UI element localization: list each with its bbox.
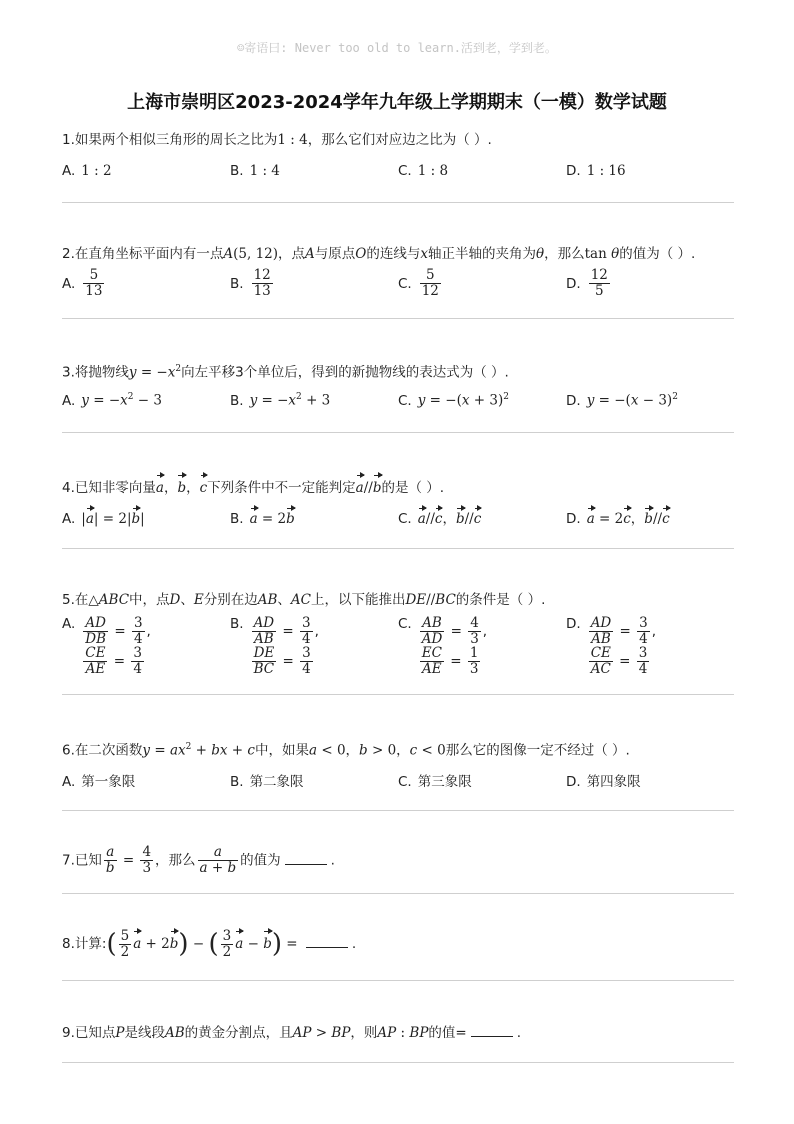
question-8	[62, 928, 734, 960]
divider	[62, 318, 734, 319]
option-d[interactable]: D. 第四象限	[566, 774, 641, 790]
question-5	[62, 590, 734, 610]
question-stem: 1.如果两个相似三角形的周长之比为1 : 4，那么它们对应边之比为（ ）.	[62, 132, 492, 148]
question-stem: 2.在直角坐标平面内有一点A(5, 12)，点A与原点O的连线与x轴正半轴的夹角为θ，那么tan θ的值为（ ）.	[62, 246, 696, 262]
option-a[interactable]: A. $y = -x^2 - 3$	[62, 392, 162, 409]
question-stem: 6.在二次函数$y = ax^2$ + bx + c中，如果a < 0，b > 0，c < 0那么它的图像一定不经过（ ）.	[62, 742, 630, 759]
answer-blank[interactable]	[471, 1036, 513, 1037]
divider	[62, 893, 734, 894]
option-a[interactable]: A. 第一象限	[62, 774, 136, 790]
question-6	[62, 737, 734, 761]
option-d[interactable]: D. $y = -(x - 3)^2$	[566, 392, 678, 409]
option-a[interactable]: A. 1 : 2	[62, 163, 112, 179]
divider	[62, 202, 734, 203]
divider	[62, 810, 734, 811]
option-b[interactable]: B. 第二象限	[230, 774, 304, 790]
question-stem: 5.在△ABC中，点D、E分别在边AB、AC上，以下能推出DE//BC的条件是（ ）.	[62, 592, 546, 608]
option-c[interactable]: C. $\frac{5}{12}$	[398, 267, 439, 299]
answer-blank[interactable]	[285, 864, 327, 865]
option-b[interactable]: B. 1 : 4	[230, 163, 280, 179]
option-b[interactable]: B. a = 2b	[230, 505, 295, 527]
question-2	[62, 244, 734, 264]
option-c[interactable]: C. 第三象限	[398, 774, 472, 790]
question-stem: 4.已知非零向量a，b，c下列条件中不一定能判定a//b的是（ ）.	[62, 472, 734, 498]
option-c[interactable]: C. 1 : 8	[398, 163, 449, 179]
question-stem: 9.已知点P是线段AB的黄金分割点，且AP > BP，则AP : BP的值= .	[62, 1025, 522, 1041]
answer-blank[interactable]	[306, 947, 348, 948]
option-a[interactable]: A. $\frac{5}{13}$	[62, 267, 103, 299]
question-stem: 8.计算:( $\frac{5}{2}$ a + 2b) − ( $\frac{3}{2}$ a − b) = .	[62, 927, 357, 960]
option-b[interactable]: B. $y = -x^2 + 3$	[230, 392, 331, 409]
option-a[interactable]: A. $\frac{AD}{DB}$ = $\frac{3}{4}$ , $\frac{CE}{AE}$ = $\frac{3}{4}$	[62, 615, 151, 677]
option-d[interactable]: D. a = 2c，b//c	[566, 505, 670, 527]
option-b[interactable]: B. $\frac{AD}{AB}$ = $\frac{3}{4}$ , $\frac{DE}{BC}$ = $\frac{3}{4}$	[230, 615, 319, 677]
option-a[interactable]: A. |a| = 2|b|	[62, 505, 145, 527]
question-stem: 7.已知 $\frac{a}{b}$ = $\frac{4}{3}$ ，那么 $\frac{a}{a + b}$ 的值为 .	[62, 844, 335, 876]
divider	[62, 432, 734, 433]
question-1	[62, 130, 734, 150]
option-d[interactable]: D. 1 : 16	[566, 163, 626, 179]
option-d[interactable]: D. $\frac{AD}{AB}$ = $\frac{3}{4}$ , $\frac{CE}{AC}$ = $\frac{3}{4}$	[566, 615, 657, 677]
question-7	[62, 845, 734, 876]
option-b[interactable]: B. $\frac{12}{13}$	[230, 267, 271, 299]
question-3	[62, 359, 734, 383]
divider	[62, 694, 734, 695]
question-9	[62, 1023, 734, 1043]
question-4	[62, 472, 734, 498]
option-c[interactable]: C. $y = -(x + 3)^2$	[398, 392, 509, 409]
divider	[62, 1062, 734, 1063]
option-c[interactable]: C. a//c，b//c	[398, 505, 481, 527]
watermark: ☺寄语曰: Never too old to learn.活到老，学到老。	[237, 41, 557, 55]
option-c[interactable]: C. $\frac{AB}{AD}$ = $\frac{4}{3}$ , $\frac{EC}{AE}$ = $\frac{1}{3}$	[398, 615, 488, 677]
divider	[62, 548, 734, 549]
question-stem: 3.将抛物线$y = -x^2$向左平移3个单位后，得到的新抛物线的表达式为（ ）.	[62, 364, 509, 381]
page-title: 上海市崇明区2023-2024学年九年级上学期期末（一模）数学试题	[127, 92, 667, 113]
option-d[interactable]: D. $\frac{12}{5}$	[566, 267, 608, 299]
divider	[62, 980, 734, 981]
